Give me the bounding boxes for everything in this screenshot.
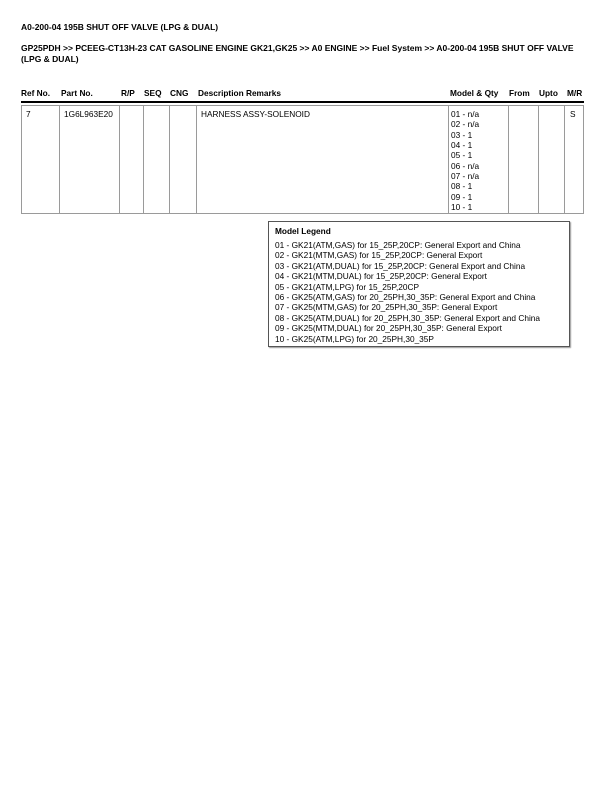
col-header-ref-no: Ref No.	[21, 88, 51, 98]
cell-description: HARNESS ASSY-SOLENOID	[201, 109, 310, 119]
cell-mr: S	[570, 109, 576, 119]
model-qty-item: 09 - 1	[451, 191, 473, 202]
model-qty-item: 07 - n/a	[451, 171, 480, 182]
table-row-border	[21, 105, 584, 214]
col-header-from: From	[509, 88, 530, 98]
legend-item: 06 - GK25(ATM,GAS) for 20_25PH,30_35P: General Export and China	[275, 292, 536, 303]
col-header-description: Description Remarks	[198, 88, 282, 98]
col-header-part-no: Part No.	[61, 88, 93, 98]
model-qty-item: 06 - n/a	[451, 160, 480, 171]
legend-item: 02 - GK21(MTM,GAS) for 15_25P,20CP: General Export	[275, 250, 483, 261]
column-divider	[119, 105, 120, 214]
col-header-seq: SEQ	[144, 88, 162, 98]
column-divider	[143, 105, 144, 214]
col-header-mr: M/R	[567, 88, 583, 98]
column-divider	[59, 105, 60, 214]
model-qty-item: 05 - 1	[451, 150, 473, 161]
breadcrumb: GP25PDH >> PCEEG-CT13H-23 CAT GASOLINE ENGINE GK21,GK25 >> A0 ENGINE >> Fuel System >> A0-200-04 195B SHUT OFF VALVE (LPG & DUAL)	[21, 43, 574, 64]
col-header-rp: R/P	[121, 88, 135, 98]
model-qty-item: 02 - n/a	[451, 119, 480, 130]
legend-item: 05 - GK21(ATM,LPG) for 15_25P,20CP	[275, 281, 420, 292]
col-header-upto: Upto	[539, 88, 558, 98]
model-legend-list	[275, 240, 540, 344]
cell-part-no: 1G6L963E20	[64, 109, 113, 119]
model-qty-item: 10 - 1	[451, 202, 473, 213]
model-legend-title: Model Legend	[275, 226, 331, 236]
model-qty-item: 04 - 1	[451, 140, 473, 151]
legend-item: 09 - GK25(MTM,DUAL) for 20_25PH,30_35P: General Export	[275, 323, 502, 334]
legend-item: 01 - GK21(ATM,GAS) for 15_25P,20CP: General Export and China	[275, 240, 521, 250]
legend-item: 07 - GK25(MTM,GAS) for 20_25PH,30_35P: General Export	[275, 302, 498, 313]
column-divider	[508, 105, 509, 214]
cell-ref-no: 7	[26, 109, 31, 119]
page-title: A0-200-04 195B SHUT OFF VALVE (LPG & DUAL)	[21, 22, 219, 32]
col-header-model-qty: Model & Qty	[450, 88, 499, 98]
model-qty-item: 08 - 1	[451, 181, 473, 192]
legend-item: 10 - GK25(ATM,LPG) for 20_25PH,30_35P	[275, 333, 434, 344]
col-header-cng: CNG	[170, 88, 189, 98]
legend-item: 03 - GK21(ATM,DUAL) for 15_25P,20CP: General Export and China	[275, 260, 526, 271]
header-divider	[21, 101, 584, 103]
legend-item: 08 - GK25(ATM,DUAL) for 20_25PH,30_35P: General Export and China	[275, 312, 541, 323]
column-divider	[169, 105, 170, 214]
cell-model-qty	[451, 109, 479, 212]
column-divider	[196, 105, 197, 214]
model-qty-item: 01 - n/a	[451, 109, 480, 119]
legend-item: 04 - GK21(MTM,DUAL) for 15_25P,20CP: General Export	[275, 271, 487, 282]
column-divider	[538, 105, 539, 214]
model-qty-item: 03 - 1	[451, 129, 473, 140]
column-divider	[448, 105, 449, 214]
column-divider	[564, 105, 565, 214]
